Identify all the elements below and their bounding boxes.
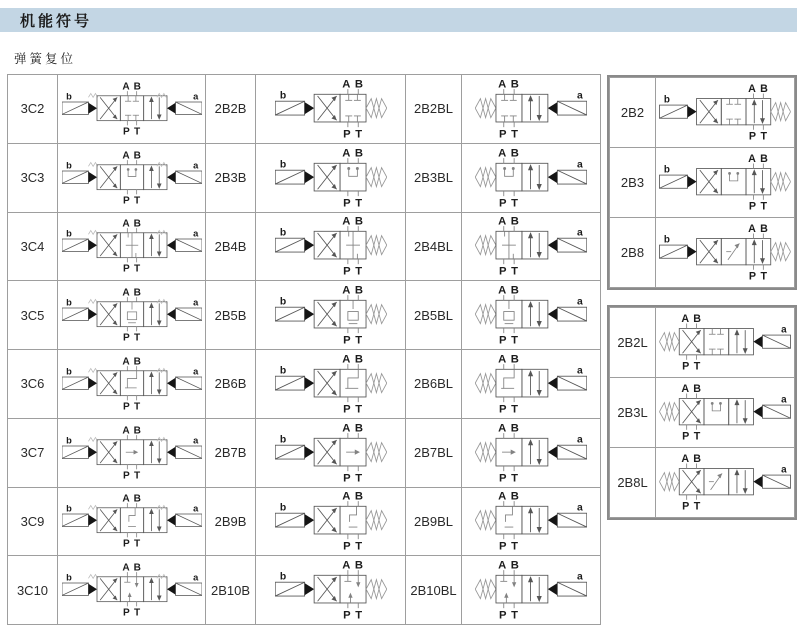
svg-text:b: b bbox=[663, 234, 670, 246]
valve-symbol-panel bbox=[656, 148, 795, 218]
svg-text:b: b bbox=[65, 91, 72, 102]
svg-text:P T: P T bbox=[499, 403, 519, 416]
svg-text:P T: P T bbox=[342, 403, 363, 416]
panel-2bl-group bbox=[607, 305, 797, 520]
spool-code-panel: 2B2L bbox=[610, 308, 656, 378]
svg-text:A B: A B bbox=[341, 422, 364, 435]
table-row bbox=[8, 556, 601, 625]
spool-code-2bb: 2B5B bbox=[206, 281, 256, 350]
svg-text:A B: A B bbox=[681, 312, 702, 325]
svg-text:a: a bbox=[576, 159, 583, 171]
panel-row bbox=[610, 448, 795, 518]
svg-text:P T: P T bbox=[122, 195, 141, 207]
table-row bbox=[8, 487, 601, 556]
svg-text:A B: A B bbox=[498, 559, 520, 572]
svg-text:a: a bbox=[781, 324, 787, 336]
spool-code-2bbl: 2B3BL bbox=[406, 143, 462, 212]
spool-code-3c: 3C6 bbox=[8, 350, 58, 419]
svg-text:P T: P T bbox=[342, 334, 363, 347]
spool-code-2bbl: 2B5BL bbox=[406, 281, 462, 350]
svg-text:P T: P T bbox=[342, 609, 363, 622]
spool-code-2bbl: 2B9BL bbox=[406, 487, 462, 556]
svg-text:A B: A B bbox=[341, 559, 364, 572]
spool-code-2bb: 2B9B bbox=[206, 487, 256, 556]
svg-text:P T: P T bbox=[122, 539, 141, 551]
svg-text:A B: A B bbox=[498, 284, 520, 297]
svg-text:b: b bbox=[65, 229, 72, 240]
table-row bbox=[8, 75, 601, 144]
valve-symbol-2bbl bbox=[462, 281, 601, 350]
panel-row bbox=[610, 308, 795, 378]
valve-symbol-2bbl bbox=[462, 350, 601, 419]
svg-text:A B: A B bbox=[748, 222, 769, 235]
svg-text:P T: P T bbox=[682, 500, 702, 513]
valve-symbol-2bb bbox=[256, 556, 406, 625]
svg-text:P T: P T bbox=[342, 540, 363, 553]
svg-text:P T: P T bbox=[122, 607, 141, 619]
spool-code-panel: 2B3 bbox=[610, 148, 656, 218]
valve-symbol-3c bbox=[58, 418, 206, 487]
spool-code-2bbl: 2B10BL bbox=[406, 556, 462, 625]
valve-symbol-3c bbox=[58, 281, 206, 350]
svg-text:A B: A B bbox=[121, 356, 142, 368]
svg-text:b: b bbox=[65, 504, 72, 515]
svg-text:P T: P T bbox=[122, 264, 141, 276]
svg-text:P T: P T bbox=[499, 609, 519, 622]
panel-2b-group bbox=[607, 75, 797, 290]
spool-code-2bb: 2B3B bbox=[206, 143, 256, 212]
spool-code-3c: 3C5 bbox=[8, 281, 58, 350]
svg-text:P T: P T bbox=[682, 360, 702, 373]
svg-text:b: b bbox=[279, 90, 286, 102]
svg-text:b: b bbox=[65, 160, 72, 171]
svg-text:a: a bbox=[192, 572, 198, 583]
svg-text:b: b bbox=[279, 434, 286, 446]
spool-code-2bb: 2B7B bbox=[206, 418, 256, 487]
spool-code-3c: 3C3 bbox=[8, 143, 58, 212]
valve-symbol-2bbl bbox=[462, 75, 601, 144]
svg-text:b: b bbox=[279, 365, 286, 377]
svg-text:a: a bbox=[192, 160, 198, 171]
svg-text:a: a bbox=[576, 502, 583, 514]
panel-row bbox=[610, 378, 795, 448]
svg-text:b: b bbox=[279, 502, 286, 514]
svg-text:P T: P T bbox=[499, 334, 519, 347]
spool-code-3c: 3C2 bbox=[8, 75, 58, 144]
spool-code-panel: 2B2 bbox=[610, 78, 656, 148]
svg-text:A B: A B bbox=[341, 353, 364, 366]
svg-text:b: b bbox=[279, 571, 286, 583]
svg-text:a: a bbox=[576, 571, 583, 583]
svg-text:A B: A B bbox=[498, 147, 520, 160]
valve-symbol-panel bbox=[656, 218, 795, 288]
svg-text:A B: A B bbox=[498, 490, 520, 503]
valve-symbol-3c bbox=[58, 212, 206, 281]
svg-text:a: a bbox=[192, 297, 198, 308]
svg-text:b: b bbox=[279, 227, 286, 239]
svg-text:b: b bbox=[279, 159, 286, 171]
svg-text:a: a bbox=[576, 296, 583, 308]
svg-text:A B: A B bbox=[341, 215, 364, 228]
valve-symbol-panel bbox=[656, 378, 795, 448]
section-header bbox=[0, 8, 797, 32]
panel-row bbox=[610, 148, 795, 218]
spool-code-panel: 2B8 bbox=[610, 218, 656, 288]
valve-symbol-2bb bbox=[256, 281, 406, 350]
valve-symbol-2bbl bbox=[462, 418, 601, 487]
svg-text:b: b bbox=[279, 296, 286, 308]
svg-text:A B: A B bbox=[498, 353, 520, 366]
spool-code-3c: 3C10 bbox=[8, 556, 58, 625]
table-row bbox=[8, 212, 601, 281]
subtitle-spring-return: 弹簧复位 bbox=[14, 52, 77, 66]
svg-text:P T: P T bbox=[342, 472, 363, 485]
svg-text:a: a bbox=[576, 90, 583, 102]
svg-text:A B: A B bbox=[498, 78, 520, 91]
valve-symbol-panel bbox=[656, 448, 795, 518]
svg-text:a: a bbox=[192, 91, 198, 102]
spool-code-panel: 2B3L bbox=[610, 378, 656, 448]
valve-symbol-panel bbox=[656, 308, 795, 378]
svg-text:a: a bbox=[576, 227, 583, 239]
valve-symbol-3c bbox=[58, 143, 206, 212]
svg-text:a: a bbox=[781, 394, 787, 406]
svg-text:b: b bbox=[65, 297, 72, 308]
svg-text:a: a bbox=[192, 366, 198, 377]
table-row bbox=[8, 281, 601, 350]
svg-text:P T: P T bbox=[499, 265, 519, 278]
spool-code-3c: 3C9 bbox=[8, 487, 58, 556]
valve-symbol-3c bbox=[58, 350, 206, 419]
svg-text:b: b bbox=[663, 94, 670, 106]
svg-text:A B: A B bbox=[121, 287, 142, 299]
svg-text:P T: P T bbox=[499, 540, 519, 553]
valve-symbol-2bbl bbox=[462, 143, 601, 212]
valve-symbol-3c bbox=[58, 556, 206, 625]
svg-text:P T: P T bbox=[748, 270, 768, 283]
valve-symbol-table bbox=[7, 74, 601, 625]
valve-symbol-2bb bbox=[256, 418, 406, 487]
table-row bbox=[8, 143, 601, 212]
svg-text:P T: P T bbox=[682, 430, 702, 443]
valve-symbol-panel bbox=[656, 78, 795, 148]
svg-text:a: a bbox=[781, 464, 787, 476]
svg-text:A B: A B bbox=[341, 78, 364, 91]
svg-text:a: a bbox=[192, 229, 198, 240]
svg-text:P T: P T bbox=[122, 126, 141, 138]
section-title: 机能符号 bbox=[20, 12, 93, 30]
table-row bbox=[8, 350, 601, 419]
spool-code-2bbl: 2B2BL bbox=[406, 75, 462, 144]
valve-symbol-2bbl bbox=[462, 212, 601, 281]
spool-code-panel: 2B8L bbox=[610, 448, 656, 518]
valve-symbol-2bb bbox=[256, 487, 406, 556]
spool-code-2bbl: 2B4BL bbox=[406, 212, 462, 281]
svg-text:P T: P T bbox=[499, 128, 519, 141]
svg-text:P T: P T bbox=[499, 472, 519, 485]
panel-row bbox=[610, 218, 795, 288]
svg-text:b: b bbox=[65, 435, 72, 446]
spool-code-3c: 3C7 bbox=[8, 418, 58, 487]
spool-code-2bbl: 2B6BL bbox=[406, 350, 462, 419]
spool-code-2bbl: 2B7BL bbox=[406, 418, 462, 487]
svg-text:P T: P T bbox=[122, 332, 141, 344]
svg-text:P T: P T bbox=[342, 197, 363, 210]
svg-text:A B: A B bbox=[498, 422, 520, 435]
spool-code-2bb: 2B10B bbox=[206, 556, 256, 625]
svg-text:P T: P T bbox=[342, 128, 363, 141]
svg-text:a: a bbox=[192, 435, 198, 446]
svg-text:A B: A B bbox=[121, 218, 142, 230]
svg-text:P T: P T bbox=[499, 197, 519, 210]
svg-text:A B: A B bbox=[121, 81, 142, 93]
valve-symbol-2bb bbox=[256, 75, 406, 144]
valve-symbol-3c bbox=[58, 75, 206, 144]
svg-text:A B: A B bbox=[121, 150, 142, 162]
svg-text:A B: A B bbox=[121, 425, 142, 437]
svg-text:A B: A B bbox=[121, 493, 142, 505]
svg-text:P T: P T bbox=[748, 200, 768, 213]
panel-2b-table bbox=[609, 77, 795, 288]
svg-text:A B: A B bbox=[681, 452, 702, 465]
panel-2bl-table bbox=[609, 307, 795, 518]
svg-text:a: a bbox=[576, 365, 583, 377]
svg-text:A B: A B bbox=[341, 284, 364, 297]
spool-code-2bb: 2B6B bbox=[206, 350, 256, 419]
svg-text:P T: P T bbox=[122, 401, 141, 413]
panel-row bbox=[610, 78, 795, 148]
valve-symbol-2bb bbox=[256, 212, 406, 281]
valve-symbol-2bbl bbox=[462, 487, 601, 556]
svg-text:b: b bbox=[65, 572, 72, 583]
valve-symbol-2bb bbox=[256, 350, 406, 419]
spool-code-2bb: 2B4B bbox=[206, 212, 256, 281]
svg-text:A B: A B bbox=[681, 382, 702, 395]
svg-text:A B: A B bbox=[121, 562, 142, 574]
svg-text:A B: A B bbox=[498, 215, 520, 228]
svg-text:A B: A B bbox=[748, 152, 769, 165]
valve-symbol-2bbl bbox=[462, 556, 601, 625]
svg-text:A B: A B bbox=[748, 82, 769, 95]
spool-code-2bb: 2B2B bbox=[206, 75, 256, 144]
valve-symbol-3c bbox=[58, 487, 206, 556]
svg-text:P T: P T bbox=[342, 265, 363, 278]
svg-text:b: b bbox=[663, 164, 670, 176]
spool-code-3c: 3C4 bbox=[8, 212, 58, 281]
svg-text:a: a bbox=[576, 434, 583, 446]
table-row bbox=[8, 418, 601, 487]
valve-symbol-2bb bbox=[256, 143, 406, 212]
svg-text:b: b bbox=[65, 366, 72, 377]
svg-text:a: a bbox=[192, 504, 198, 515]
svg-text:A B: A B bbox=[341, 147, 364, 160]
svg-text:A B: A B bbox=[341, 490, 364, 503]
svg-text:P T: P T bbox=[748, 130, 768, 143]
svg-text:P T: P T bbox=[122, 470, 141, 482]
